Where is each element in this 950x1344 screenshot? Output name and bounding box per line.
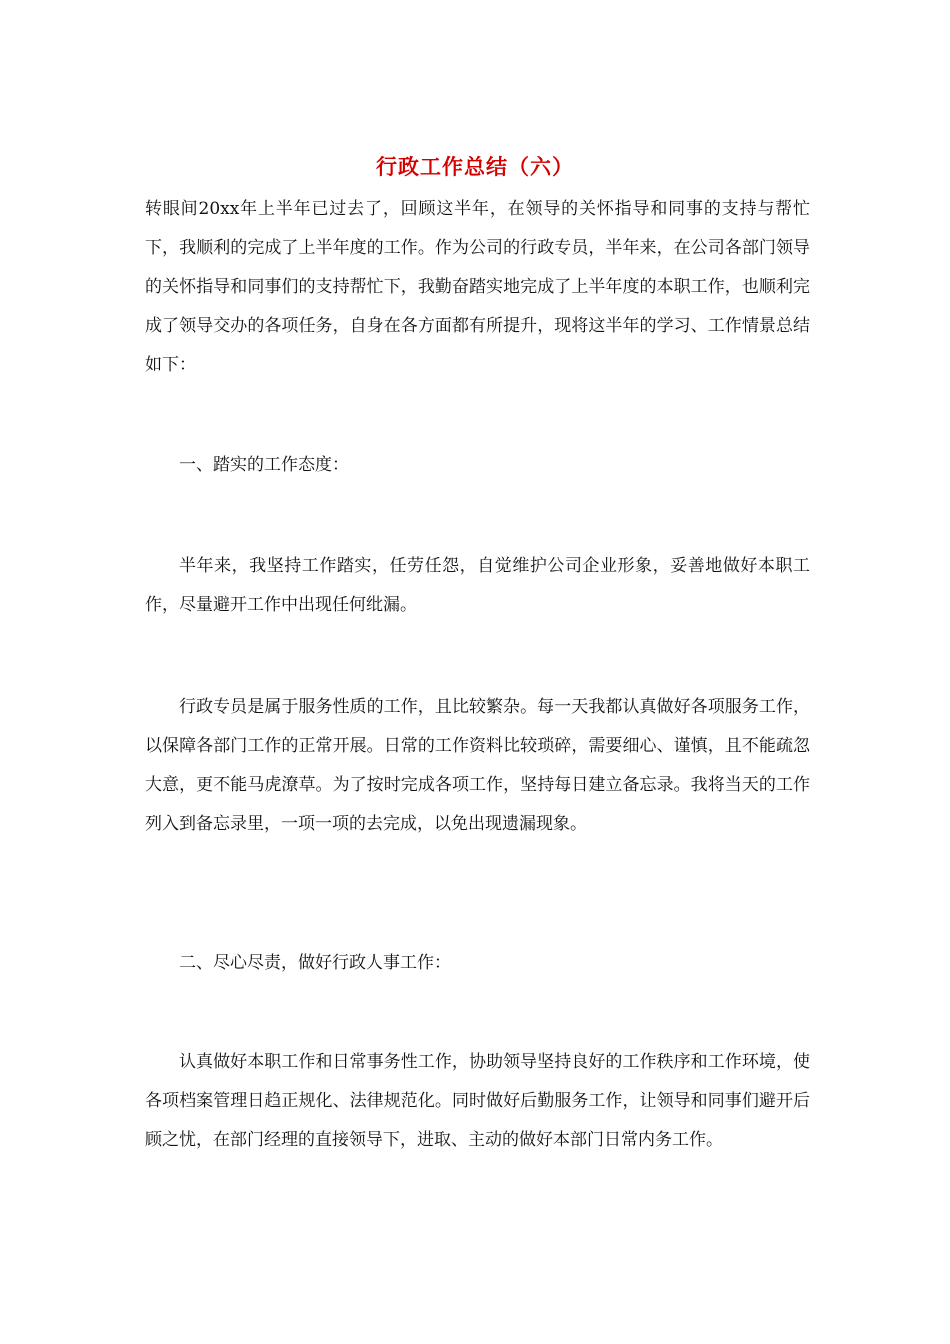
section1-paragraph-2: 行政专员是属于服务性质的工作，且比较繁杂。每一天我都认真做好各项服务工作，以保障各部门工作的正常开展。日常的工作资料比较琐碎，需要细心、谨慎，且不能疏忽大意，更不能马虎潦草。为了按时完成各项工作，坚持每日建立备忘录。我将当天的工作列入到备忘录里，一项一项的去完成，以免出现遗漏现象。	[145, 697, 810, 834]
intro-paragraph: 转眼间20xx年上半年已过去了，回顾这半年，在领导的关怀指导和同事的支持与帮忙下，我顺利的完成了上半年度的工作。作为公司的行政专员，半年来，在公司各部门领导的关怀指导和同事们的支持帮忙下，我勤奋踏实地完成了上半年度的本职工作，也顺利完成了领导交办的各项任务，自身在各方面都有所提升，现将这半年的学习、工作情景总结如下：	[145, 199, 810, 375]
document-title: 行政工作总结（六）	[376, 154, 574, 179]
section-heading-2: 二、尽心尽责，做好行政人事工作：	[179, 953, 451, 973]
section2-paragraph-1: 认真做好本职工作和日常事务性工作，协助领导坚持良好的工作秩序和工作环境，使各项档案管理日趋正规化、法律规范化。同时做好后勤服务工作，让领导和同事们避开后顾之忧，在部门经理的直接领导下，进取、主动的做好本部门日常内务工作。	[145, 1052, 810, 1150]
section-heading-1: 一、踏实的工作态度：	[179, 455, 349, 475]
section1-paragraph-1: 半年来，我坚持工作踏实，任劳任怨，自觉维护公司企业形象，妥善地做好本职工作，尽量避开工作中出现任何纰漏。	[145, 556, 810, 615]
